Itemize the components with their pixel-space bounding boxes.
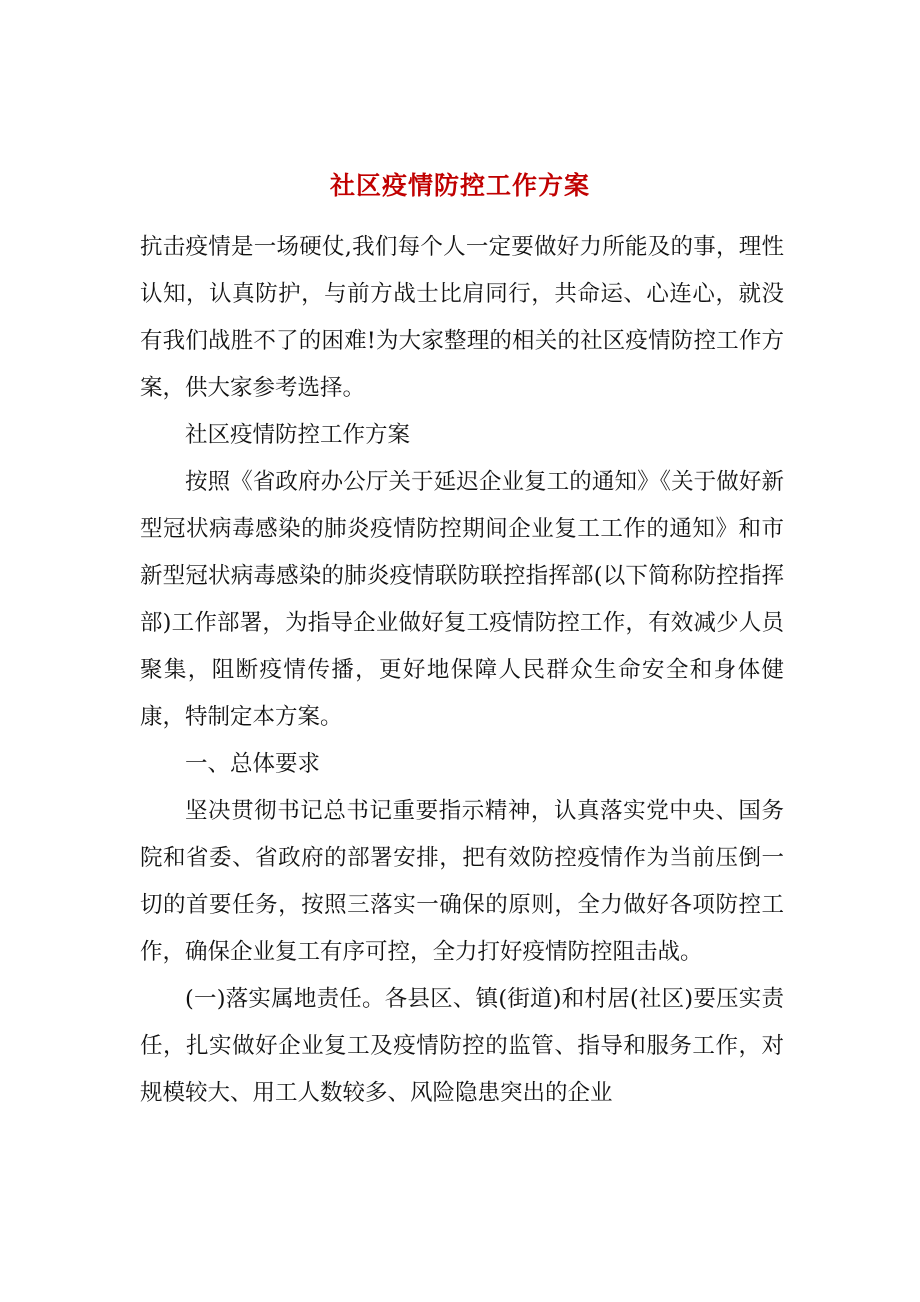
- basis-paragraph: 按照《省政府办公厅关于延迟企业复工的通知》《关于做好新型冠状病毒感染的肺炎疫情防控期间企业复工工作的通知》和市新型冠状病毒感染的肺炎疫情联防联控指挥部(以下简称防控指挥部)工作部署，为指导企业做好复工疫情防控工作，有效减少人员聚集，阻断疫情传播，更好地保障人民群众生命安全和身体健康，特制定本方案。: [140, 469, 784, 730]
- intro-paragraph: 抗击疫情是一场硬仗,我们每个人一定要做好力所能及的事，理性认知，认真防护，与前方战士比肩同行，共命运、心连心，就没有我们战胜不了的困难!为大家整理的相关的社区疫情防控工作方案，供大家参考选择。: [140, 234, 784, 401]
- requirements-paragraph: 坚决贯彻书记总书记重要指示精神，认真落实党中央、国务院和省委、省政府的部署安排，把有效防控疫情作为当前压倒一切的首要任务，按照三落实一确保的原则，全力做好各项防控工作，确保企业复工有序可控，全力打好疫情防控阻击战。: [140, 798, 784, 965]
- document-body: [140, 224, 784, 1117]
- section-heading: 一、总体要求: [185, 751, 321, 777]
- section-subtitle: 社区疫情防控工作方案: [185, 422, 411, 448]
- responsibility-paragraph: (一)落实属地责任。各县区、镇(街道)和村居(社区)要压实责任，扎实做好企业复工及疫情防控的监管、指导和服务工作，对规模较大、用工人数较多、风险隐患突出的企业: [140, 986, 784, 1106]
- document-title: 社区疫情防控工作方案: [329, 171, 590, 200]
